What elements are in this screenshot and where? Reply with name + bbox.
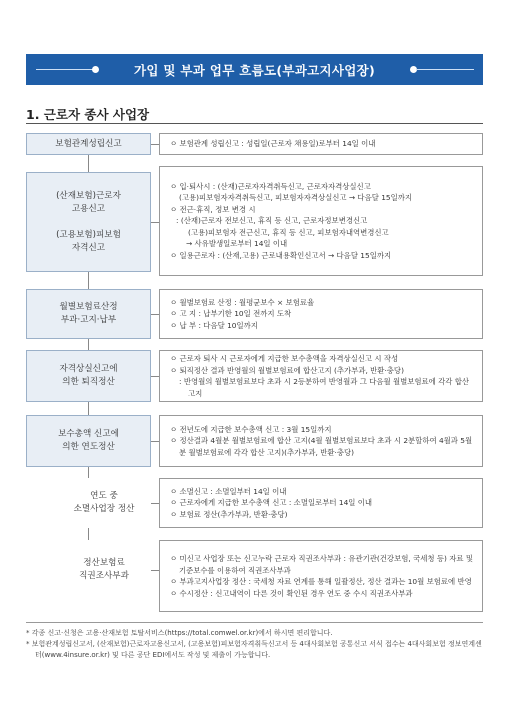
flow-step-establishment — [26, 133, 151, 155]
detail-line: (고용)피보험자자격취득신고, 피보험자자격상실신고 → 다음달 15일까지 — [179, 193, 413, 203]
detail-line: ㅇ 일용근로자 : (산재,고용) 근로내용확인신고서 → 다음달 15일까지 — [170, 250, 392, 260]
flow-detail-employment-report — [159, 166, 483, 276]
connector — [151, 441, 159, 442]
detail-line: ㅇ 전년도에 지급한 보수총액 신고 : 3월 15일까지 — [170, 424, 332, 434]
flow-step-ex-officio-audit — [60, 540, 148, 600]
flow-step-label: 정산보험료 직권조사부과 — [79, 558, 129, 581]
detail-line: : (산재)근로자 전보신고, 휴직 등 신고, 근로자정보변경신고 — [176, 216, 368, 226]
flow-detail-annual-settlement — [159, 415, 483, 467]
flow-step-retirement-settlement — [26, 350, 151, 402]
detail-line: ㅇ 근로자에게 지급한 보수총액 신고 : 소멸일로부터 14일 이내 — [170, 498, 373, 508]
connector — [151, 503, 159, 504]
connector — [151, 222, 159, 223]
flow-detail-establishment — [159, 133, 483, 155]
detail-line: ㅇ 월별보험료 산정 : 월평균보수 × 보험료율 — [170, 297, 315, 307]
flow-step-annual-settlement — [26, 415, 151, 467]
flow-step-employment-report — [26, 172, 151, 272]
footnote: * 각종 신고·신청은 고용·산재보험 토탈서비스(https://total.comwel.or.kr)에서 하시면 편리합니다. — [26, 629, 333, 637]
detail-line: ㅇ 전근·휴직, 정보 변경 시 — [170, 204, 256, 214]
connector — [151, 144, 159, 145]
detail-line: → 사유발생일로부터 14일 이내 — [186, 239, 288, 249]
flow-detail-closure-settlement — [159, 478, 483, 528]
section-rule — [26, 123, 483, 124]
notes-rule — [26, 622, 483, 623]
detail-line: ㅇ 정산결과 4월분 월별보험료에 합산 고지(4월 월별보험료보다 초과 시 2분할하여 4월과 5월분 월별보험료에 각각 합산 고지)(추가부과, 반환·충당) — [170, 436, 473, 457]
flow-step-label: 자격상실신고에 의한 퇴직정산 — [59, 364, 118, 387]
flow-step-label: 보험관계성립신고 — [55, 138, 122, 149]
detail-line: ㅇ 미신고 사업장 또는 신고누락 근로자 직권조사부과 : 유관기관(건강보험, 국세청 등) 자료 및 기준보수를 이용하여 직권조사부과 — [170, 554, 473, 575]
detail-line: : 반영월의 월별보험료보다 초과 시 2등분하여 반영월과 그 다음월 월별보험료에 각각 합산 고지 — [179, 377, 470, 398]
flow-detail-ex-officio-audit — [159, 540, 483, 612]
detail-line: ㅇ 보험료 정산(추가부과, 반환·충당) — [170, 509, 288, 519]
footnotes — [26, 628, 483, 661]
flow-detail-retirement-settlement — [159, 350, 483, 402]
detail-line: ㅇ 부과고지사업장 정산 : 국세청 자료 연계를 통해 일괄정산, 정산 결과는 10월 보험료에 반영 — [170, 577, 472, 586]
detail-line: ㅇ 납 부 : 다음달 10일까지 — [170, 320, 258, 330]
detail-line: ㅇ 고 지 : 납부기한 10일 전까지 도착 — [170, 309, 292, 319]
flow-step-label: (산재보험)근로자 고용신고 (고용보험)피보험 자격신고 — [56, 190, 121, 253]
flow-step-closure-settlement — [60, 478, 148, 528]
connector — [151, 570, 159, 571]
flow-step-label: 연도 중 소멸사업장 정산 — [73, 491, 135, 514]
detail-line: ㅇ 수시정산 : 신고내역이 다른 것이 확인된 경우 연도 중 수시 직권조사부과 — [170, 588, 413, 598]
detail-line: ㅇ 보험관계 성립신고 : 성립일(근로자 채용일)로부터 14일 이내 — [170, 139, 376, 149]
flow-step-monthly-premium — [26, 289, 151, 339]
detail-line: ㅇ 입·퇴사시 : (산재)근로자자격취득신고, 근로자자격상실신고 — [170, 181, 371, 191]
flow-step-label: 보수총액 신고에 의한 연도정산 — [58, 429, 119, 452]
detail-line: (고용)피보험자 전근신고, 휴직 등 신고, 피보험자내역변경신고 — [188, 227, 389, 237]
flow-detail-monthly-premium — [159, 289, 483, 339]
connector — [151, 314, 159, 315]
detail-line: ㅇ 퇴직정산 결과 반영월의 월별보험료에 합산고지 (추가부과, 반환·충당) — [170, 365, 404, 375]
footnote: * 보험관계성립신고서, (산재보험)근로자고용신고서, (고용보험)피보험자격취득신고서 등 4대사회보험 공통신고 서식 접수는 4대사회보험 정보연계센터(www.4insure.or.kr) 및 다른 공단 EDI에서도 작성 및 제출이 가능합니다. — [26, 640, 482, 659]
header-banner — [26, 54, 483, 85]
connector — [151, 376, 159, 377]
flow-step-label: 월별보험료산정 부과·고지·납부 — [59, 302, 118, 325]
banner-line-right — [416, 69, 474, 70]
section-title: 1. 근로자 종사 사업장 — [26, 107, 150, 122]
detail-line: ㅇ 근로자 퇴사 시 근로자에게 지급한 보수총액을 자격상실신고 시 작성 — [170, 354, 399, 363]
detail-line: ㅇ 소멸신고 : 소멸일부터 14일 이내 — [170, 486, 287, 496]
page-title: 가입 및 부과 업무 흐름도(부과고지사업장) — [133, 63, 375, 78]
